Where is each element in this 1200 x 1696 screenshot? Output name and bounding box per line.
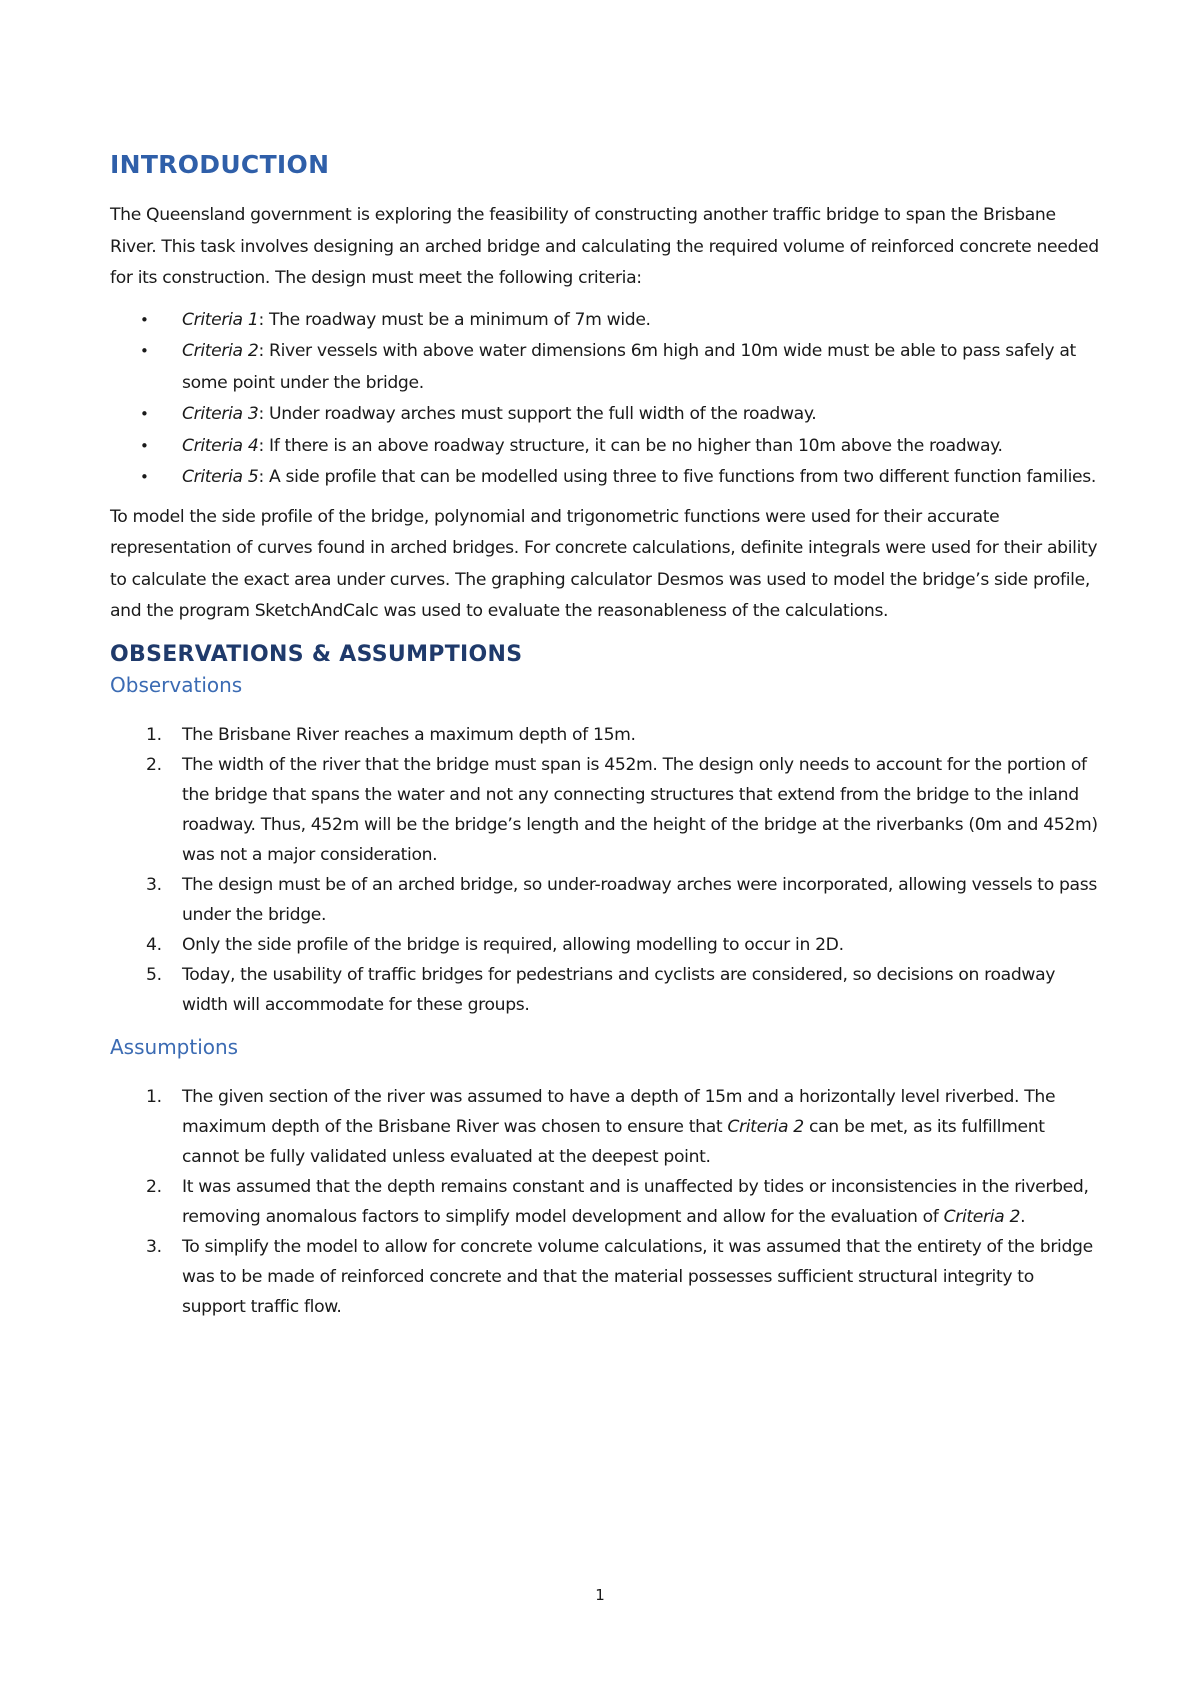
item-text: Only the side profile of the bridge is required, allowing modelling to occur in 2D. (182, 934, 844, 955)
criteria-reference: Criteria 2 (727, 1116, 804, 1137)
item-number: 1. (146, 1086, 162, 1107)
item-number: 5. (146, 964, 162, 985)
bullet-icon: • (140, 468, 149, 486)
criteria-text: : If there is an above roadway structure, it can be no higher than 10m above the roadway. (258, 435, 1003, 456)
list-item (110, 399, 1100, 431)
bullet-icon: • (140, 310, 149, 329)
assumptions-subheading: Assumptions (110, 1034, 239, 1059)
criteria-text: : A side profile that can be modelled using three to five functions from two different function families. (258, 467, 1096, 487)
item-number: 3. (146, 874, 162, 895)
item-number: 4. (146, 934, 162, 955)
list-item (110, 930, 1100, 960)
list-item (110, 305, 1100, 337)
item-text: The design must be of an arched bridge, so under-roadway arches were incorporated, allowing vessels to pass under the bridge. (182, 874, 1097, 925)
bullet-icon: • (140, 436, 149, 455)
bullet-icon: • (140, 405, 149, 423)
item-number: 2. (146, 754, 162, 775)
item-number: 3. (146, 1236, 162, 1257)
list-item (110, 431, 1100, 463)
observations-assumptions-heading: OBSERVATIONS & ASSUMPTIONS (110, 641, 523, 667)
list-item (110, 960, 1100, 1020)
item-text-tail: can be met, as its fulfillment cannot be fully validated unless evaluated at the deepest point. (182, 1116, 1045, 1167)
item-number: 1. (146, 724, 162, 745)
item-text-tail: . (1020, 1206, 1026, 1227)
criteria-list (110, 305, 1100, 494)
list-item (110, 1172, 1100, 1232)
criteria-reference: Criteria 2 (943, 1206, 1021, 1227)
list-item (110, 720, 1100, 750)
methods-paragraph: To model the side profile of the bridge, polynomial and trigonometric functions were used for their accurate representation of curves found in arched bridges. For concrete calculations, definite integrals were used for their ability to calculate the exact area under curves. The graphing calculator Desmos was used to model the bridge’s side profile, and the program SketchAndCalc was used to evaluate the reasonableness of the calculations. (110, 506, 1098, 621)
page-number: 1 (595, 1586, 605, 1604)
item-text: To simplify the model to allow for concrete volume calculations, it was assumed that the entirety of the bridge was to be made of reinforced concrete and that the material possesses sufficient structural integrity to support traffic flow. (182, 1236, 1093, 1317)
item-text: The Brisbane River reaches a maximum depth of 15m. (182, 724, 636, 745)
intro-paragraph: The Queensland government is exploring the feasibility of constructing another traffic bridge to span the Brisbane River. This task involves designing an arched bridge and calculating the required volume of reinforced concrete needed for its construction. The design must meet the following criteria: (110, 205, 1099, 288)
item-text: It was assumed that the depth remains constant and is unaffected by tides or inconsistencies in the riverbed, removing anomalous factors to simplify model development and allow for the evaluation of (182, 1176, 1089, 1227)
observations-list (110, 720, 1100, 1020)
assumptions-list (110, 1082, 1100, 1322)
list-item (110, 336, 1100, 399)
item-text: The width of the river that the bridge must span is 452m. The design only needs to account for the portion of the bridge that spans the water and not any connecting structures that extend from the bridge to the inland roadway. Thus, 452m will be the bridge’s length and the height of the bridge at the riverbanks (0m and 452m) was not a major consideration. (182, 754, 1098, 865)
page-content (110, 148, 1100, 1334)
list-item (110, 462, 1100, 494)
item-text: Today, the usability of traffic bridges for pedestrians and cyclists are considered, so decisions on roadway width will accommodate for these groups. (182, 964, 1056, 1015)
list-item (110, 750, 1100, 870)
item-text: The given section of the river was assumed to have a depth of 15m and a horizontally level riverbed. The maximum depth of the Brisbane River was chosen to ensure that (182, 1086, 1056, 1137)
list-item (110, 1232, 1100, 1322)
bullet-icon: • (140, 342, 149, 360)
criteria-text: : River vessels with above water dimensions 6m high and 10m wide must be able to pass safely at some point under the bridge. (182, 341, 1076, 393)
criteria-name: Criteria 5 (182, 467, 259, 487)
list-item (110, 1082, 1100, 1172)
observations-subheading: Observations (110, 672, 243, 697)
criteria-name: Criteria 3 (182, 404, 259, 424)
criteria-text: : Under roadway arches must support the full width of the roadway. (258, 404, 817, 424)
criteria-name: Criteria 4 (182, 435, 259, 456)
criteria-text: : The roadway must be a minimum of 7m wide. (258, 309, 651, 330)
introduction-heading: INTRODUCTION (110, 150, 330, 179)
list-item (110, 870, 1100, 930)
item-number: 2. (146, 1176, 162, 1197)
criteria-name: Criteria 2 (182, 341, 259, 361)
criteria-name: Criteria 1 (182, 309, 259, 330)
